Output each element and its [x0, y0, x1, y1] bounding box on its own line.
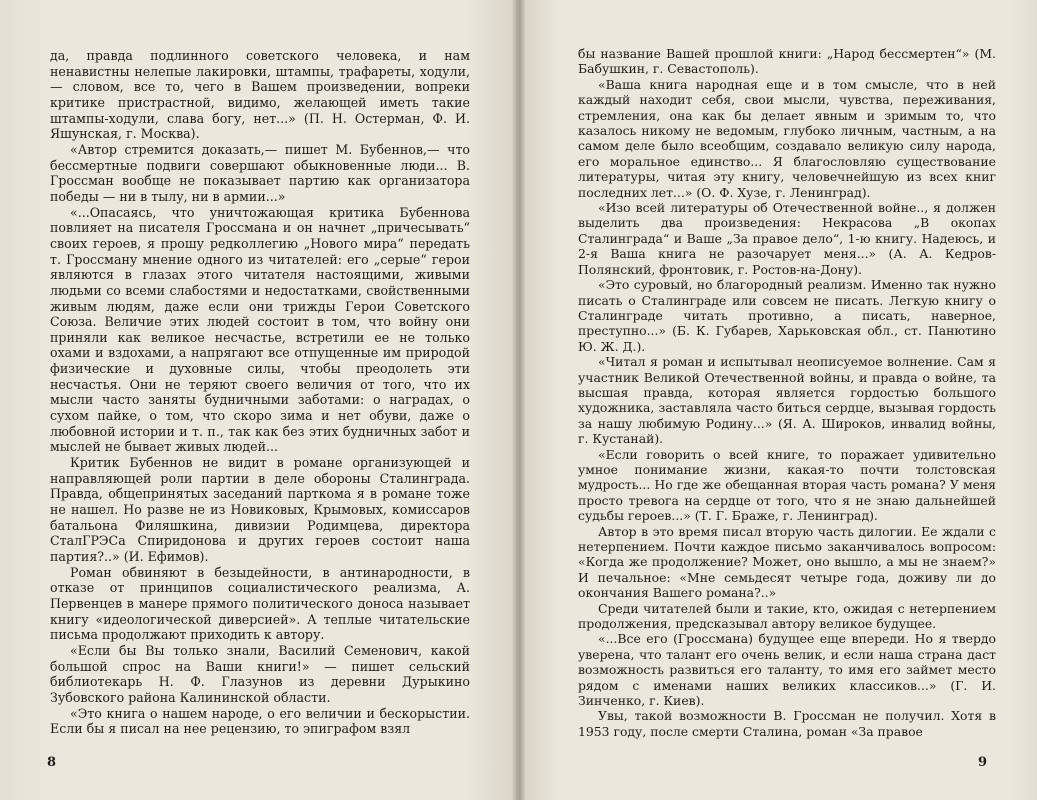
left-page-text: [50, 48, 470, 737]
paragraph: «Если говорить о всей книге, то поражает удивительно умное понимание жизни, какая-то почти толстовская мудрость... Но где же обещанная вторая часть романа? У меня просто тревога на сердце от того, что я не знаю дальнейшей судьбы героев...» (Т. Г. Браже, г. Ленинград).: [578, 446, 996, 524]
left-page: [0, 0, 518, 800]
paragraph: Увы, такой возможности В. Гроссман не получил. Хотя в 1953 году, после смерти Сталина, роман «За правое: [578, 708, 996, 739]
right-page-text: [578, 46, 996, 739]
paragraph: Среди читателей были и такие, кто, ожидая с нетерпением продолжения, предсказывал автору великое будущее.: [578, 600, 996, 632]
paragraph: «Изо всей литературы об Отечественной войне.., я должен выделить два произведения: Некрасова „В окопах Сталинграда“ и Ваше „За правое дело“, 1-ю книгу. Надеюсь, и 2-я Ваша книга не разочарует меня...» (А. А. Кедров-Полянский, фронтовик, г. Ростов-на-Дону).: [578, 200, 996, 277]
paragraph: «...Опасаясь, что уничтожающая критика Бубеннова повлияет на писателя Гроссмана и он начнет „причесывать“ своих героев, я прошу редколлегию „Нового мира“ передать т. Гроссману мнение одного из читателей: его „серые“ герои являются в глазах этого читателя настоящими, живыми людьми со всеми слабостями и недостатками, свойственными живым людям, даже если они трижды Герои Советского Союза. Величие этих людей состоит в том, что войну они приняли как великое несчастье, встретили ее не только охами и вздохами, а напрягают все отпущенные им природой физические и духовные силы, чтобы преодолеть эти несчастья. Они не теряют своего величия от того, что их мысли часто заняты будничными заботами: о наградах, о сухом пайке, о том, что скоро зима и нет обуви, даже о любовной истории и т. п., так как без этих будничных забот и мыслей не бывает живых людей...: [50, 204, 470, 455]
paragraph: «Читал я роман и испытывал неописуемое волнение. Сам я участник Великой Отечественной войны, и правда о войне, та высшая правда, которая является гордостью большого художника, заставляла часто биться сердце, вызывая гордость за нашу любимую Родину...» (Я. А. Широков, инвалид войны, г. Кустанай).: [578, 354, 996, 447]
paragraph: бы название Вашей прошлой книги: „Народ бессмертен“» (М. Бабушкин, г. Севастополь).: [578, 46, 996, 77]
right-page: [519, 0, 1037, 800]
paragraph: «Ваша книга народная еще и в том смысле, что в ней каждый находит себя, свои мысли, чувства, переживания, стремления, она как бы делает явным и зримым то, что казалось никому не ведомым, глубоко личным, частным, а на самом деле было всеобщим, создавало великую силу народа, его моральное единство... Я благословляю существование литературы, читая эту книгу, человечнейшую из всех книг последних лет...» (О. Ф. Хузе, г. Ленинград).: [578, 76, 996, 200]
paragraph: да, правда подлинного советского человека, и нам ненавистны нелепые лакировки, штампы, трафареты, ходули,— словом, все то, чего в Вашем произведении, вопреки критике пристрастной, видимо, желающей иметь такие штампы-ходули, слава богу, нет...» (П. Н. Остерман, Ф. И. Яшунская, г. Москва).: [50, 48, 470, 142]
paragraph: «Если бы Вы только знали, Василий Семенович, какой большой спрос на Ваши книги!» — пишет сельский библиотекарь Н. Ф. Глазунов из деревни Дурыкино Зубовского района Калининской области.: [50, 642, 470, 705]
paragraph: Роман обвиняют в безыдейности, в антинародности, в отказе от принципов социалистического реализма, А. Первенцев в манере прямого политического доноса называет книгу «идеологической диверсией». А теплые читательские письма продолжают приходить к автору.: [50, 564, 470, 643]
page-number: 8: [47, 755, 57, 770]
paragraph: Критик Бубеннов не видит в романе организующей и направляющей роли партии в деле обороны Сталинграда. Правда, общепринятых заседаний парткома я в романе тоже не нашел. Но разве не из Новиковых, Крымовых, комиссаров батальона Филяшкина, дивизии Родимцева, директора СталГРЭСа Спиридонова и других героев состоит наша партия?..» (И. Ефимов).: [50, 455, 470, 564]
paragraph: «Это суровый, но благородный реализм. Именно так нужно писать о Сталинграде или совсем не писать. Легкую книгу о Сталинграде читать противно, а писать, наверное, преступно...» (Б. К. Губарев, Харьковская обл., ст. Панютино Ю. Ж. Д.).: [578, 277, 996, 354]
page-number: 9: [978, 755, 988, 770]
paragraph: «Это книга о нашем народе, о его величии и бескорыстии. Если бы я писал на нее рецензию, то эпиграфом взял: [50, 705, 470, 737]
paragraph: Автор в это время писал вторую часть дилогии. Ее ждали с нетерпением. Почти каждое письмо заканчивалось вопросом: «Когда же продолжение? Может, оно вышло, а мы не знаем?» И печальное: «Мне семьдесят четыре года, доживу ли до окончания Вашего романа?..»: [578, 523, 996, 601]
book-gutter: [512, 0, 526, 800]
paragraph: «...Все его (Гроссмана) будущее еще впереди. Но я твердо уверена, что талант его очень велик, и если наша страна даст возможность развиться его таланту, то имя его займет место рядом с именами наших великих классиков...» (Г. И. Зинченко, г. Киев).: [578, 631, 996, 709]
paragraph: «Автор стремится доказать,— пишет М. Бубеннов,— что бессмертные подвиги совершают обыкновенные люди... В. Гроссман вообще не показывает партию как организатора победы — ни в тылу, ни в армии...»: [50, 141, 470, 204]
